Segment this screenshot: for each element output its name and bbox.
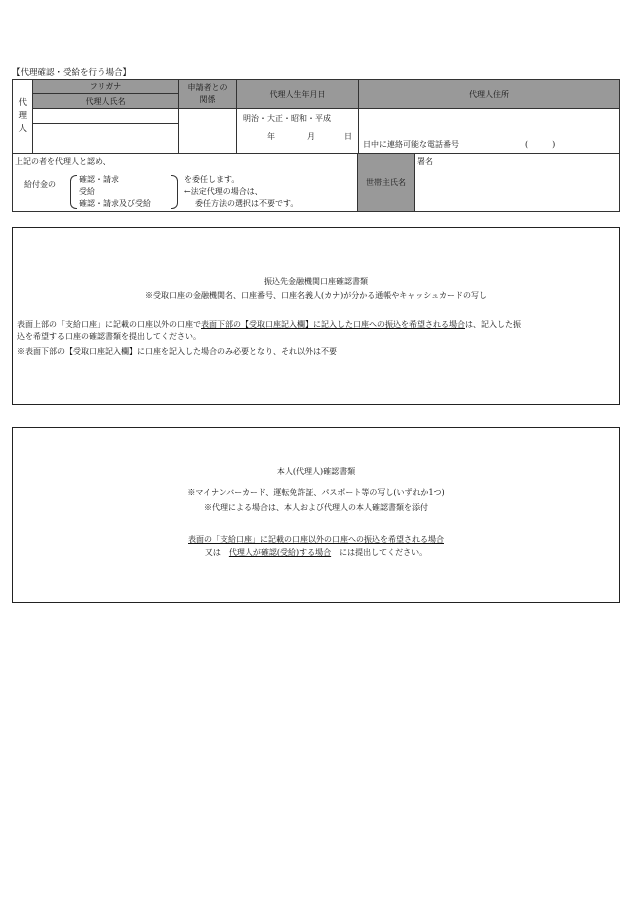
delegation-intro: 上記の者を代理人と認め、 <box>15 157 111 166</box>
proxy-name-header: 代理人氏名 <box>33 94 179 109</box>
signature-field[interactable] <box>415 154 620 212</box>
bank-doc-para1: 表面上部の「支給口座」に記載の口座以外の口座で表面下部の【受取口座記入欄】に記入した口座への振込を希望される場合は、記入した振 <box>17 320 521 329</box>
bank-account-doc-box <box>12 227 620 405</box>
furigana-field[interactable] <box>33 109 179 124</box>
phone-label: 日中に連絡可能な電話番号 <box>363 140 459 149</box>
proxy-info-table <box>12 79 620 154</box>
delegation-table <box>12 153 620 212</box>
legal-note-1: ←法定代理の場合は、 <box>184 187 263 196</box>
delegation-cell <box>13 154 358 212</box>
signature-label: 署名 <box>417 157 433 166</box>
bank-doc-para2: ※表面下部の【受取口座記入欄】に口座を記入した場合のみ必要となり、それ以外は不要 <box>17 347 337 356</box>
identity-doc-note2: ※代理による場合は、本人および代理人の本人確認書類を添付 <box>204 503 428 512</box>
delegation-text <box>184 174 298 210</box>
phone-paren: ( ) <box>525 140 556 149</box>
relation-header: 申請者との関係 <box>179 80 237 109</box>
identity-doc-note1: ※マイナンバーカード、運転免許証、パスポート等の写し(いずれか1つ) <box>187 488 445 497</box>
delegate-text: を委任します。 <box>184 175 240 184</box>
relation-field[interactable] <box>179 109 237 154</box>
left-bracket <box>70 175 77 209</box>
householder-header: 世帯主氏名 <box>358 154 415 212</box>
option-confirm-request[interactable]: 確認・請求 <box>79 175 119 184</box>
bank-doc-note: ※受取口座の金融機関名、口座番号、口座名義人(カナ)が分かる通帳やキャッシュカードの写し <box>144 291 488 300</box>
era-options: 明治・大正・昭和・平成 <box>243 114 331 123</box>
day-label: 日 <box>344 132 352 141</box>
address-header: 代理人住所 <box>359 80 620 109</box>
option-confirm-request-receive[interactable]: 確認・請求及び受給 <box>79 199 151 208</box>
legal-note-2: 委任方法の選択は不要です。 <box>195 199 299 208</box>
birthdate-field[interactable] <box>237 109 359 154</box>
birthdate-header: 代理人生年月日 <box>237 80 359 109</box>
right-bracket <box>171 175 178 209</box>
identity-doc-cond2: 又は 代理人が確認(受給)する場合 には提出してください。 <box>204 548 428 557</box>
benefit-label: 給付金の <box>24 180 56 189</box>
proxy-name-field[interactable] <box>33 124 179 154</box>
section-title: 【代理確認・受給を行う場合】 <box>12 68 132 78</box>
proxy-side-label: 代理人 <box>13 80 33 154</box>
identity-doc-title: 本人(代理人)確認書類 <box>276 467 356 476</box>
delegation-options <box>79 174 151 210</box>
year-label: 年 <box>267 132 275 141</box>
month-label: 月 <box>307 132 315 141</box>
bank-doc-title: 振込先金融機関口座確認書類 <box>264 277 368 286</box>
identity-doc-cond1: 表面の「支給口座」に記載の口座以外の口座への振込を希望される場合 <box>188 535 444 544</box>
address-field[interactable] <box>359 109 620 154</box>
identity-doc-box <box>12 427 620 603</box>
bank-doc-para1-cont: 込を希望する口座の確認書類を提出してください。 <box>17 332 201 341</box>
option-receive[interactable]: 受給 <box>79 187 95 196</box>
furigana-header: フリガナ <box>33 80 179 94</box>
